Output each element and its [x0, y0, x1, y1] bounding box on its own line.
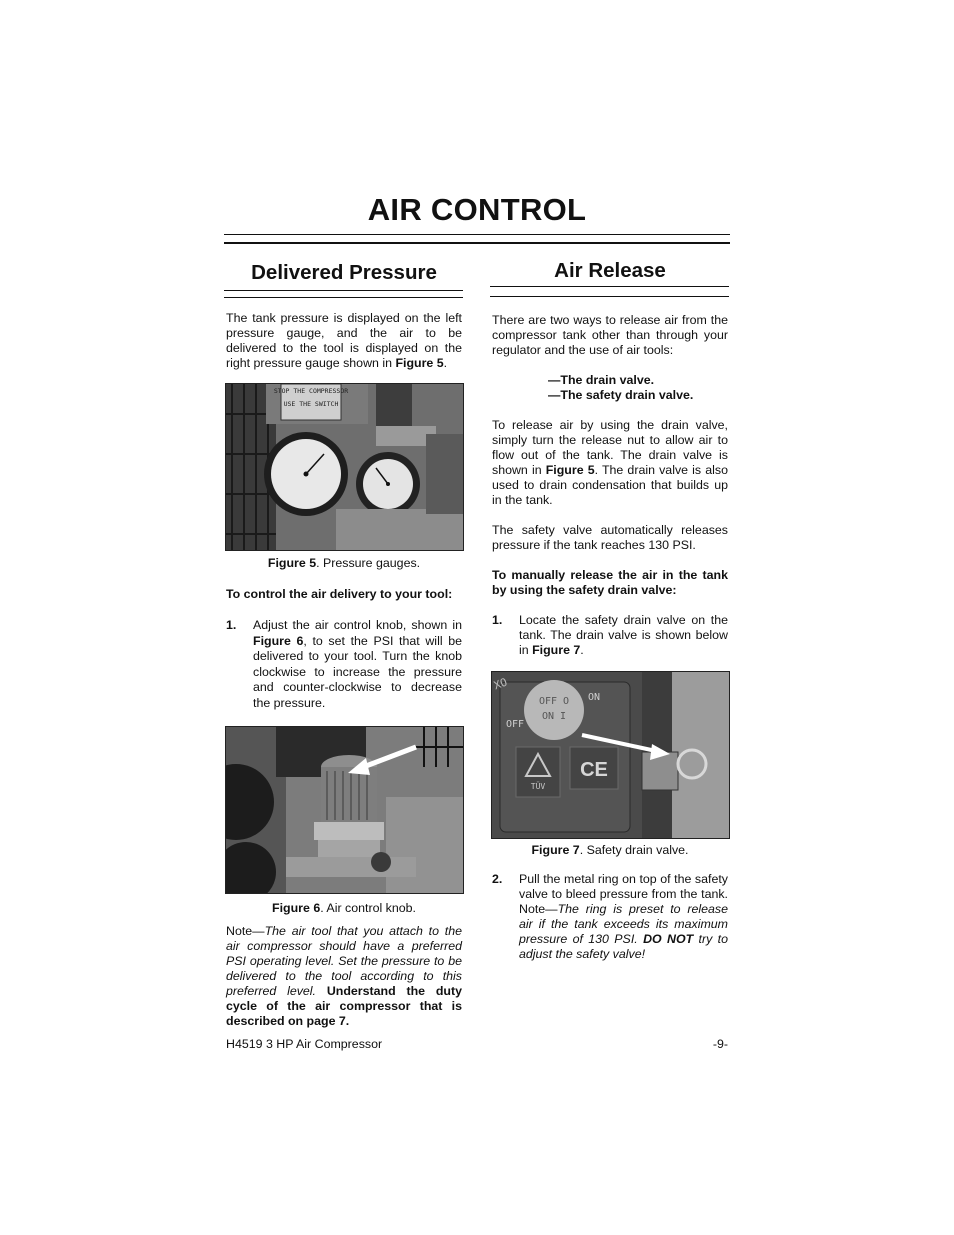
title-rule-bottom — [224, 242, 730, 244]
left-step-1: 1. Adjust the air control knob, shown in Figure 6, to set the PSI that will be delivered to your tool. Turn the knob clockwise to increase the pressure and counter-clockwise to decrease the pressure. — [226, 618, 462, 710]
section-heading-delivered-pressure: Delivered Pressure — [251, 261, 437, 284]
drain-valve-paragraph: To release air by using the drain valve, simply turn the release nut to allow air to flow out of the tank. The drain valve is shown in Figure 5. The drain valve is also used to drain condensation that builds up in the tank. — [492, 418, 728, 507]
page-title: AIR CONTROL — [367, 192, 587, 227]
release-option-drain-valve: —The drain valve. — [548, 373, 655, 387]
footer-page-number: -9- — [712, 1037, 728, 1051]
footer-model: H4519 3 HP Air Compressor — [226, 1037, 383, 1051]
svg-text:OFF: OFF — [506, 719, 525, 730]
svg-text:USE THE SWITCH: USE THE SWITCH — [283, 400, 339, 408]
svg-text:CE: CE — [580, 759, 608, 781]
svg-text:ON I: ON I — [541, 711, 567, 722]
svg-text:STOP THE COMPRESSOR: STOP THE COMPRESSOR — [273, 387, 349, 395]
section-rule-left-1 — [224, 290, 463, 291]
section-rule-right-1 — [490, 286, 729, 287]
section-rule-right-2 — [490, 296, 729, 297]
figure-6-image — [225, 726, 464, 894]
release-option-safety-valve: —The safety drain valve. — [548, 388, 694, 402]
svg-text:XO: XO — [492, 675, 509, 693]
safety-valve-paragraph: The safety valve automatically releases pressure if the tank reaches 130 PSI. — [492, 523, 728, 552]
title-rule-top — [224, 234, 730, 235]
section-heading-air-release: Air Release — [554, 259, 666, 282]
right-step-1: 1. Locate the safety drain valve on the tank. The drain valve is shown below in Figure 7. — [492, 613, 728, 657]
figure-5-image — [225, 383, 464, 551]
figure-6-caption: Figure 6. Air control knob. — [272, 901, 416, 915]
duty-cycle-note: Note—The air tool that you attach to the air compressor should have a preferred PSI operating level. Set the pressure to be delivered to the tool according to this preferred level. Understand the duty cycle of the air compressor that is described on page 7. — [226, 924, 462, 1028]
manual-release-subheading: To manually release the air in the tank by using the safety drain valve: — [492, 568, 728, 597]
air-release-intro: There are two ways to release air from the compressor tank other than through your regulator and the use of air tools: — [492, 313, 728, 357]
section-rule-left-2 — [224, 297, 463, 298]
svg-text:OFF O: OFF O — [538, 696, 570, 707]
figure-7-image — [491, 671, 730, 839]
figure-5-caption: Figure 5. Pressure gauges. — [267, 556, 421, 570]
right-step-2: 2. Pull the metal ring on top of the safety valve to bleed pressure from the tank. Note—The ring is preset to release air if the tank exceeds its maximum pressure of 130 PSI. DO NOT try to adjust the safety valve! — [492, 872, 729, 961]
delivered-pressure-intro: The tank pressure is displayed on the left pressure gauge, and the air to be delivered to the tool is displayed on the right pressure gauge shown in Figure 5. — [226, 311, 462, 370]
air-delivery-subheading: To control the air delivery to your tool: — [226, 587, 453, 601]
figure-7-caption: Figure 7. Safety drain valve. — [531, 843, 689, 857]
svg-text:TÜV: TÜV — [530, 782, 546, 791]
svg-text:ON: ON — [588, 692, 601, 703]
